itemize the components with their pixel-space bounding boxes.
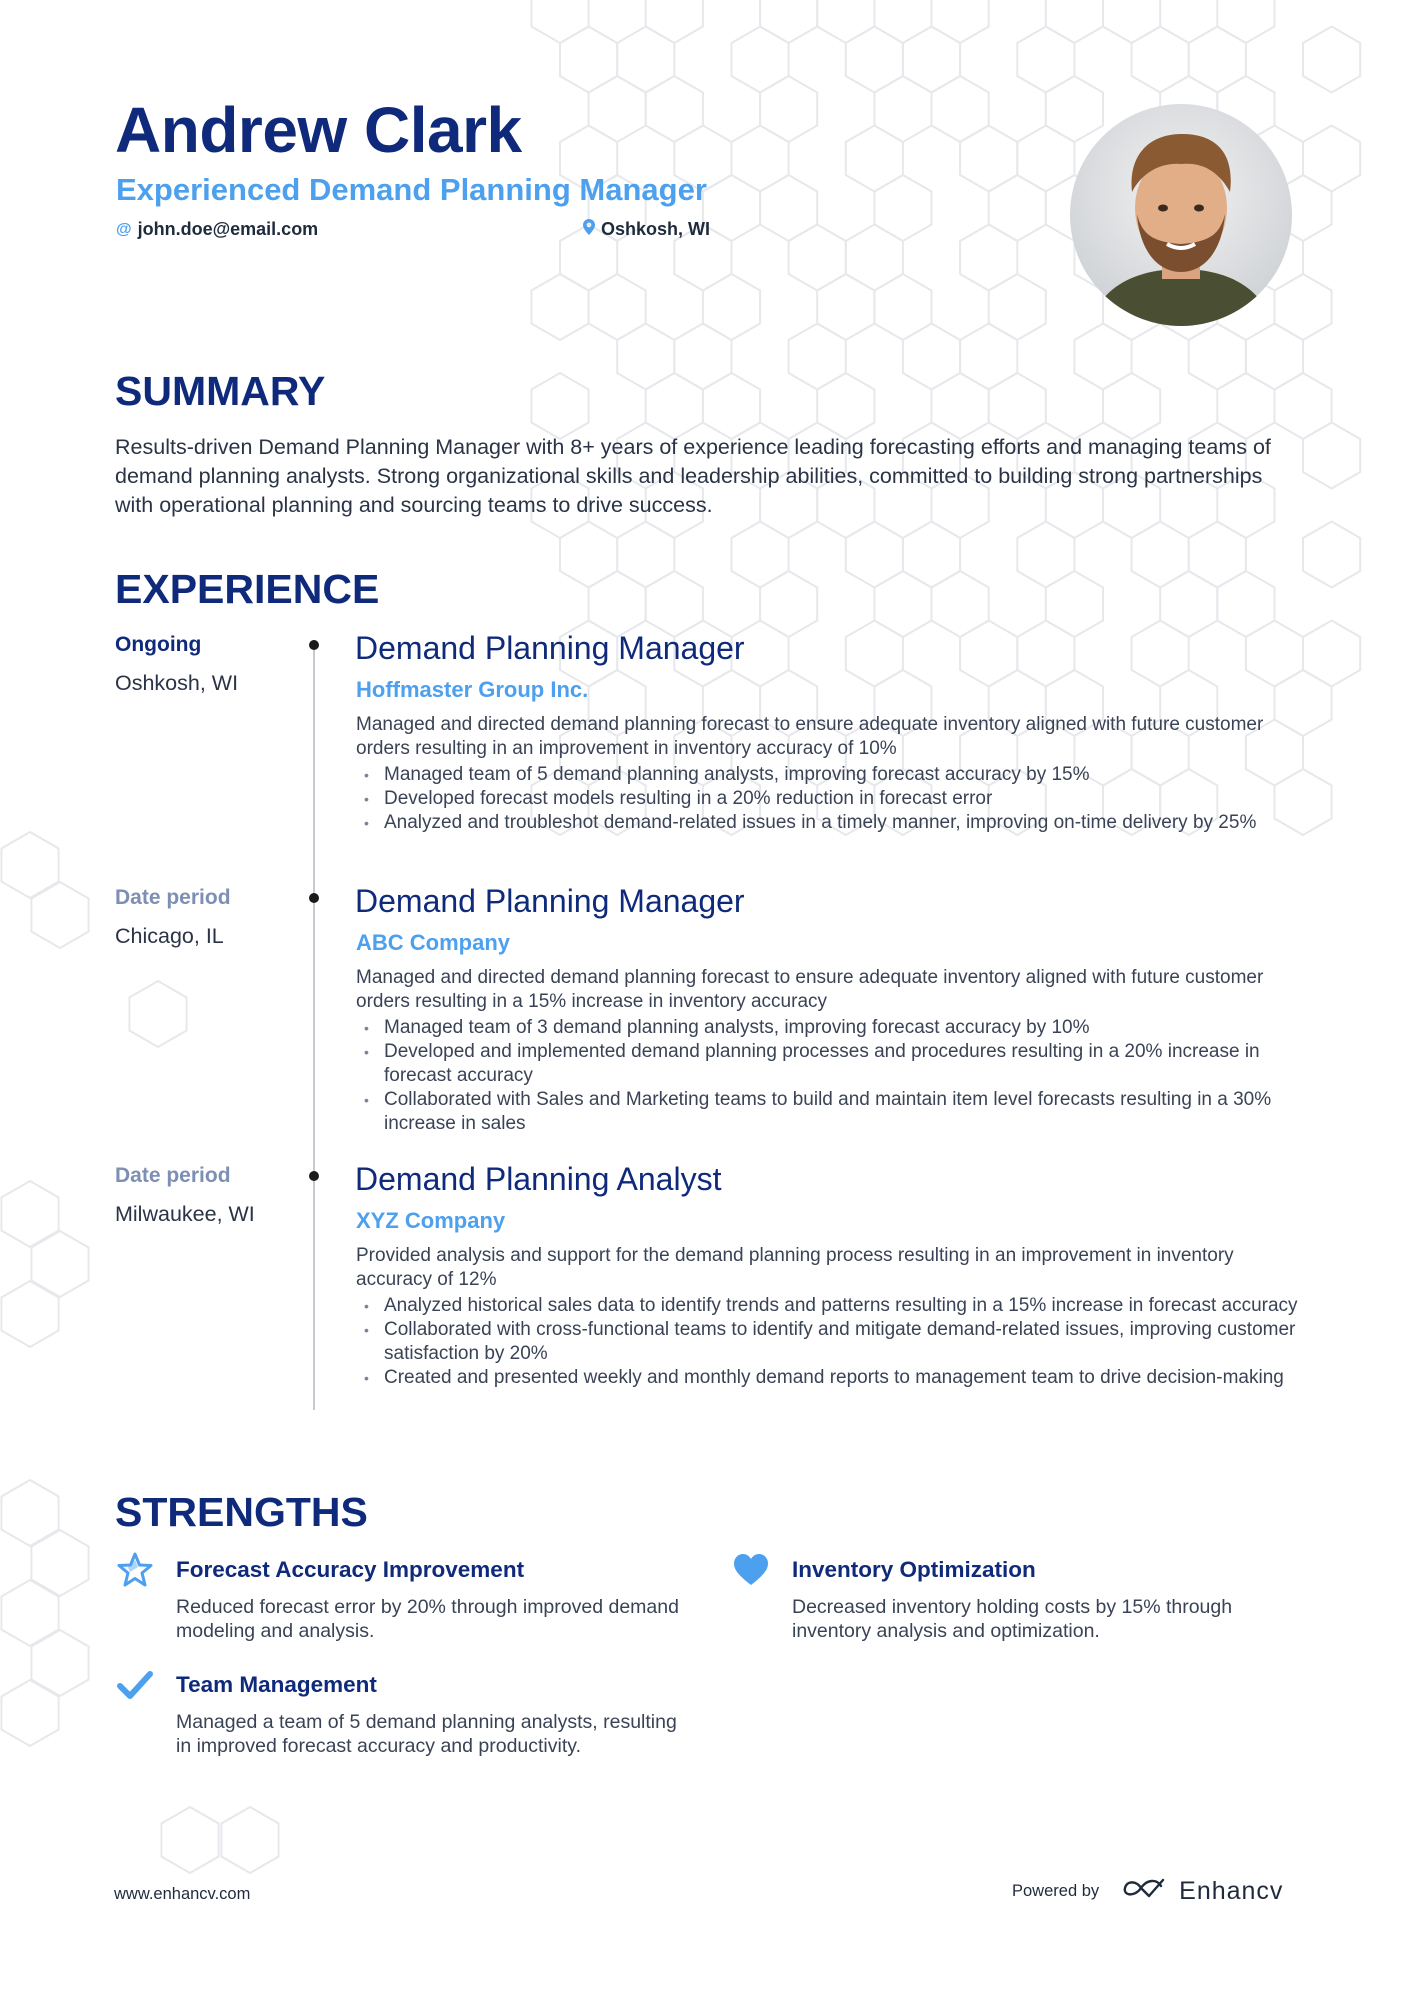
- experience-role: Demand Planning Manager: [355, 630, 745, 666]
- enhancv-logo[interactable]: [1121, 1876, 1283, 1907]
- experience-bullet: • Created and presented weekly and monthly demand reports to management team to drive decision-making: [356, 1366, 1306, 1390]
- heart-icon: [732, 1551, 770, 1589]
- timeline-dot: [309, 1171, 319, 1181]
- experience-bullet: • Analyzed and troubleshot demand-related issues in a timely manner, improving on-time delivery by 25%: [356, 811, 1306, 835]
- contact-location: [583, 219, 710, 240]
- enhancv-logo-icon: [1121, 1876, 1167, 1907]
- experience-company: Hoffmaster Group Inc.: [356, 677, 589, 702]
- candidate-name: Andrew Clark: [115, 94, 522, 166]
- experience-bullet: • Developed forecast models resulting in a 20% reduction in forecast error: [356, 787, 1306, 811]
- strength-description: Managed a team of 5 demand planning analysts, resulting in improved forecast accuracy and productivity.: [176, 1711, 677, 1757]
- experience-bullet: • Managed team of 5 demand planning analysts, improving forecast accuracy by 15%: [356, 763, 1306, 787]
- profile-photo: [1070, 104, 1292, 326]
- experience-bullet: • Analyzed historical sales data to identify trends and patterns resulting in a 15% increase in forecast accuracy: [356, 1294, 1306, 1318]
- footer-branding: [1012, 1876, 1283, 1907]
- footer-website-link[interactable]: www.enhancv.com: [114, 1885, 251, 1903]
- experience-bullets: [356, 1016, 1306, 1136]
- experience-heading: EXPERIENCE: [115, 566, 380, 612]
- experience-bullet: • Managed team of 3 demand planning analysts, improving forecast accuracy by 10%: [356, 1016, 1306, 1040]
- strength-title: Team Management: [176, 1672, 377, 1697]
- summary-text: Results-driven Demand Planning Manager with 8+ years of experience leading forecasting efforts and managing teams of demand planning analysts. Strong organizational skills and leadership abilities, committed to building strong partnerships with operational planning and sourcing teams to drive success.: [115, 435, 1271, 517]
- strength-description: Decreased inventory holding costs by 15% through inventory analysis and optimization.: [792, 1596, 1233, 1642]
- experience-role: Demand Planning Manager: [355, 883, 745, 919]
- email-text: john.doe@email.com: [137, 219, 319, 239]
- experience-description: Managed and directed demand planning forecast to ensure adequate inventory aligned with future customer orders resulting in a 15% increase in inventory accuracy: [356, 967, 1264, 1012]
- strengths-heading: STRENGTHS: [115, 1489, 368, 1535]
- strength-title: Inventory Optimization: [792, 1557, 1036, 1582]
- location-text: Oshkosh, WI: [601, 219, 711, 239]
- experience-bullets: [356, 763, 1306, 835]
- experience-timeline-line: [313, 640, 315, 1410]
- candidate-headline: Experienced Demand Planning Manager: [116, 172, 707, 207]
- experience-bullet: • Developed and implemented demand planning processes and procedures resulting in a 20% increase in forecast accuracy: [356, 1040, 1306, 1088]
- experience-date: Date period: [115, 886, 231, 909]
- experience-bullet: • Collaborated with Sales and Marketing teams to build and maintain item level forecasts resulting in a 30% increase in sales: [356, 1088, 1306, 1136]
- experience-bullets: [356, 1294, 1306, 1390]
- experience-date: Ongoing: [115, 633, 202, 656]
- experience-location: Milwaukee, WI: [115, 1202, 255, 1226]
- checkmark-icon: [116, 1666, 154, 1704]
- at-icon: @: [116, 220, 132, 238]
- timeline-dot: [309, 640, 319, 650]
- contact-email[interactable]: [116, 219, 318, 240]
- experience-company: ABC Company: [356, 930, 511, 955]
- experience-location: Chicago, IL: [115, 924, 224, 948]
- experience-date: Date period: [115, 1164, 231, 1187]
- experience-company: XYZ Company: [356, 1208, 506, 1233]
- powered-by-text: Powered by: [1012, 1882, 1100, 1900]
- strength-title: Forecast Accuracy Improvement: [176, 1557, 525, 1582]
- star-icon: [116, 1551, 154, 1589]
- timeline-dot: [309, 893, 319, 903]
- experience-role: Demand Planning Analyst: [355, 1161, 722, 1197]
- experience-bullet: • Collaborated with cross-functional teams to identify and mitigate demand-related issues, improving customer satisfaction by 20%: [356, 1318, 1306, 1366]
- experience-description: Provided analysis and support for the demand planning process resulting in an improvement in inventory accuracy of 12%: [356, 1245, 1234, 1290]
- summary-heading: SUMMARY: [115, 368, 326, 414]
- experience-description: Managed and directed demand planning forecast to ensure adequate inventory aligned with future customer orders resulting in an improvement in inventory accuracy of 10%: [356, 714, 1264, 759]
- experience-location: Oshkosh, WI: [115, 671, 239, 695]
- location-pin-icon: [583, 219, 595, 240]
- strength-description: Reduced forecast error by 20% through improved demand modeling and analysis.: [176, 1596, 679, 1642]
- enhancv-logo-text: Enhancv: [1179, 1877, 1284, 1905]
